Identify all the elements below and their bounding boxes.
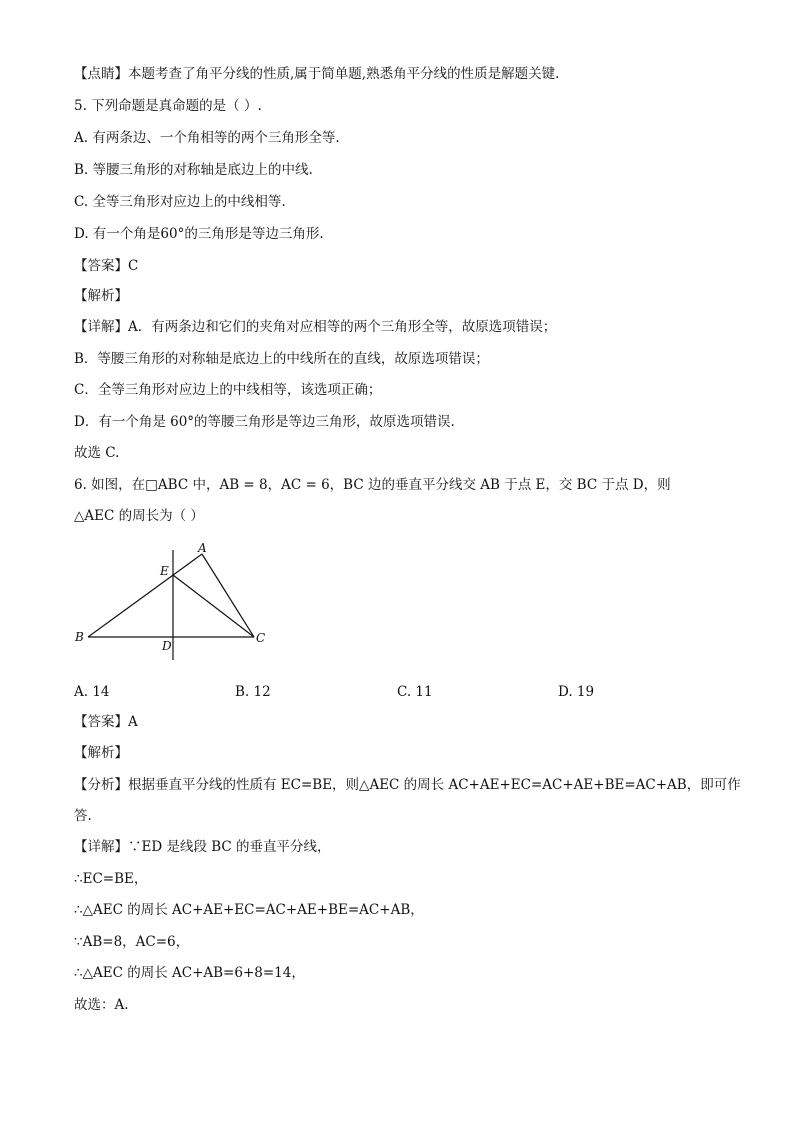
q5-detail-1: 【详解】A．有两条边和它们的夹角对应相等的两个三角形全等，故原选项错误； [74,319,557,335]
q5-detail-2: B．等腰三角形的对称轴是底边上的中线所在的直线，故原选项错误； [74,351,489,367]
segment-ec [173,575,254,637]
q5-option-c: C. 全等三角形对应边上的中线相等. [74,194,286,210]
label-d: D [162,639,172,653]
segment-ab [88,554,202,637]
q6-step-2: ∴EC=BE， [74,871,148,887]
q5-option-b: B. 等腰三角形的对称轴是底边上的中线. [74,162,313,178]
q6-step-5: ∴△AEC 的周长 AC+AB=6+8=14， [74,965,305,981]
question-6: 6. 如图，在□ABC 中，AB = 8，AC = 6，BC 边的垂直平分线交 AB 于点 E，交 BC 于点 D，则 [74,477,671,493]
q5-detail-3: C．全等三角形对应边上的中线相等，该选项正确； [74,382,382,398]
label-b: B [75,630,84,644]
q6-analysis: 【解析】 [74,745,128,761]
segment-ac [202,554,254,637]
label-e: E [160,564,169,578]
q5-analysis: 【解析】 [74,288,128,304]
q6-option-a: A. 14 [74,684,110,700]
q5-detail-4: D．有一个角是 60°的等腰三角形是等边三角形，故原选项错误. [74,414,455,430]
triangle-figure [70,540,290,670]
q6-option-b: B. 12 [235,684,271,700]
label-a: A [198,541,207,555]
q5-option-d: D. 有一个角是60°的三角形是等边三角形. [74,226,324,242]
q6-option-d: D. 19 [558,684,595,700]
q6-step-4: ∵AB=8，AC=6， [74,934,190,950]
q6-option-c: C. 11 [397,684,433,700]
q6-answer: 【答案】A [74,714,138,730]
q5-option-a: A. 有两条边、一个角相等的两个三角形全等. [74,130,340,146]
q6-fenxi-1: 【分析】根据垂直平分线的性质有 EC=BE，则△AEC 的周长 AC+AE+EC=AC+AE+BE=AC+AB，即可作 [74,777,741,793]
q5-answer: 【答案】C [74,258,139,274]
question-5: 5. 下列命题是真命题的是（ ）. [74,98,262,114]
q6-step-6: 故选：A. [74,997,129,1013]
q6-step-3: ∴△AEC 的周长 AC+AE+EC=AC+AE+BE=AC+AB， [74,902,424,918]
note-line: 【点睛】本题考查了角平分线的性质,属于简单题,熟悉角平分线的性质是解题关键. [74,66,560,82]
q6-step-1: 【详解】∵ED 是线段 BC 的垂直平分线， [74,839,331,855]
q6-fenxi-2: 答. [74,808,92,824]
label-c: C [256,631,266,645]
question-6-cont: △AEC 的周长为（ ） [74,508,204,524]
q5-detail-5: 故选 C. [74,445,120,461]
